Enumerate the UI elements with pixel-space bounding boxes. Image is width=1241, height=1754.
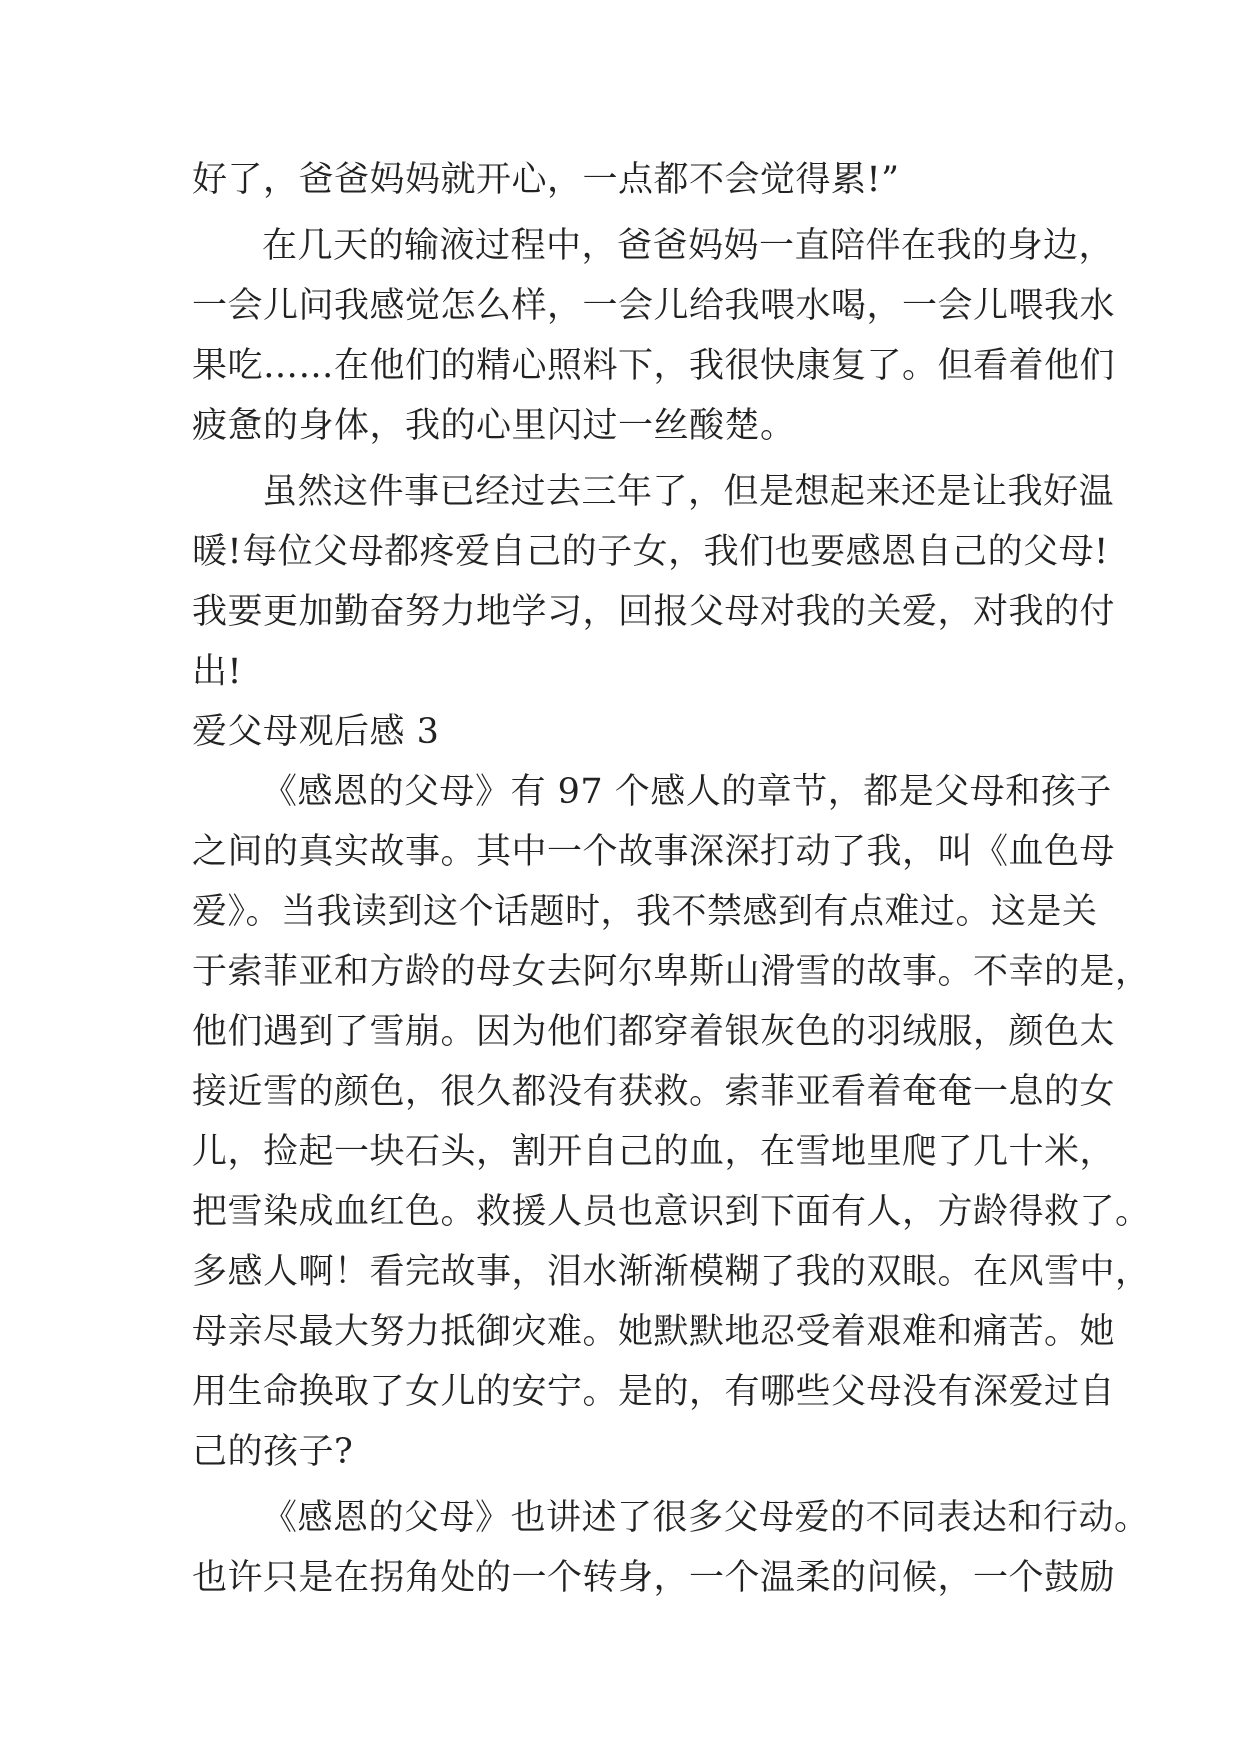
paragraph-2-line-4: 疲惫的身体，我的心里闪过一丝酸楚。 xyxy=(192,406,796,446)
paragraph-4-line-3: 爱》。当我读到这个话题时，我不禁感到有点难过。这是关 xyxy=(192,892,1098,932)
paragraph-4-line-12: 己的孩子? xyxy=(192,1432,354,1472)
paragraph-1-line-1: 好了，爸爸妈妈就开心，一点都不会觉得累!” xyxy=(192,160,900,200)
paragraph-3-line-1: 虽然这件事已经过去三年了，但是想起来还是让我好温 xyxy=(262,472,1115,512)
document-body xyxy=(192,150,1151,1608)
paragraph-4-line-11: 用生命换取了女儿的安宁。是的，有哪些父母没有深爱过自 xyxy=(192,1372,1116,1412)
paragraph-4-line-2: 之间的真实故事。其中一个故事深深打动了我，叫《血色母 xyxy=(192,832,1116,872)
paragraph-4-line-5: 他们遇到了雪崩。因为他们都穿着银灰色的羽绒服，颜色太 xyxy=(192,1012,1116,1052)
paragraph-2-line-3: 果吃……在他们的精心照料下，我很快康复了。但看着他们 xyxy=(192,346,1116,386)
paragraph-4-line-6: 接近雪的颜色，很久都没有获救。索菲亚看着奄奄一息的女 xyxy=(192,1072,1116,1112)
paragraph-4-line-10: 母亲尽最大努力抵御灾难。她默默地忍受着艰难和痛苦。她 xyxy=(192,1312,1116,1352)
paragraph-3-line-3: 我要更加勤奋努力地学习，回报父母对我的关爱，对我的付 xyxy=(192,592,1116,632)
paragraph-4-line-4: 于索菲亚和方龄的母女去阿尔卑斯山滑雪的故事。不幸的是， xyxy=(192,952,1151,992)
paragraph-2-line-2: 一会儿问我感觉怎么样，一会儿给我喂水喝，一会儿喂我水 xyxy=(192,286,1116,326)
paragraph-4-line-7: 儿，捡起一块石头，割开自己的血，在雪地里爬了几十米， xyxy=(192,1132,1116,1172)
paragraph-2-line-1: 在几天的输液过程中，爸爸妈妈一直陪伴在我的身边， xyxy=(262,226,1115,266)
section-heading: 爱父母观后感 3 xyxy=(192,712,440,752)
paragraph-3-line-2: 暖!每位父母都疼爱自己的子女，我们也要感恩自己的父母! xyxy=(192,532,1109,572)
paragraph-3-line-4: 出! xyxy=(192,652,243,692)
paragraph-4-line-1: 《感恩的父母》有 97 个感人的章节，都是父母和孩子 xyxy=(262,772,1112,812)
paragraph-5-line-2: 也许只是在拐角处的一个转身，一个温柔的问候，一个鼓励 xyxy=(192,1558,1116,1598)
paragraph-4-line-8: 把雪染成血红色。救援人员也意识到下面有人，方龄得救了。 xyxy=(192,1192,1151,1232)
paragraph-4-line-9: 多感人啊！看完故事，泪水渐渐模糊了我的双眼。在风雪中， xyxy=(192,1252,1151,1292)
paragraph-5-line-1: 《感恩的父母》也讲述了很多父母爱的不同表达和行动。 xyxy=(262,1498,1150,1538)
